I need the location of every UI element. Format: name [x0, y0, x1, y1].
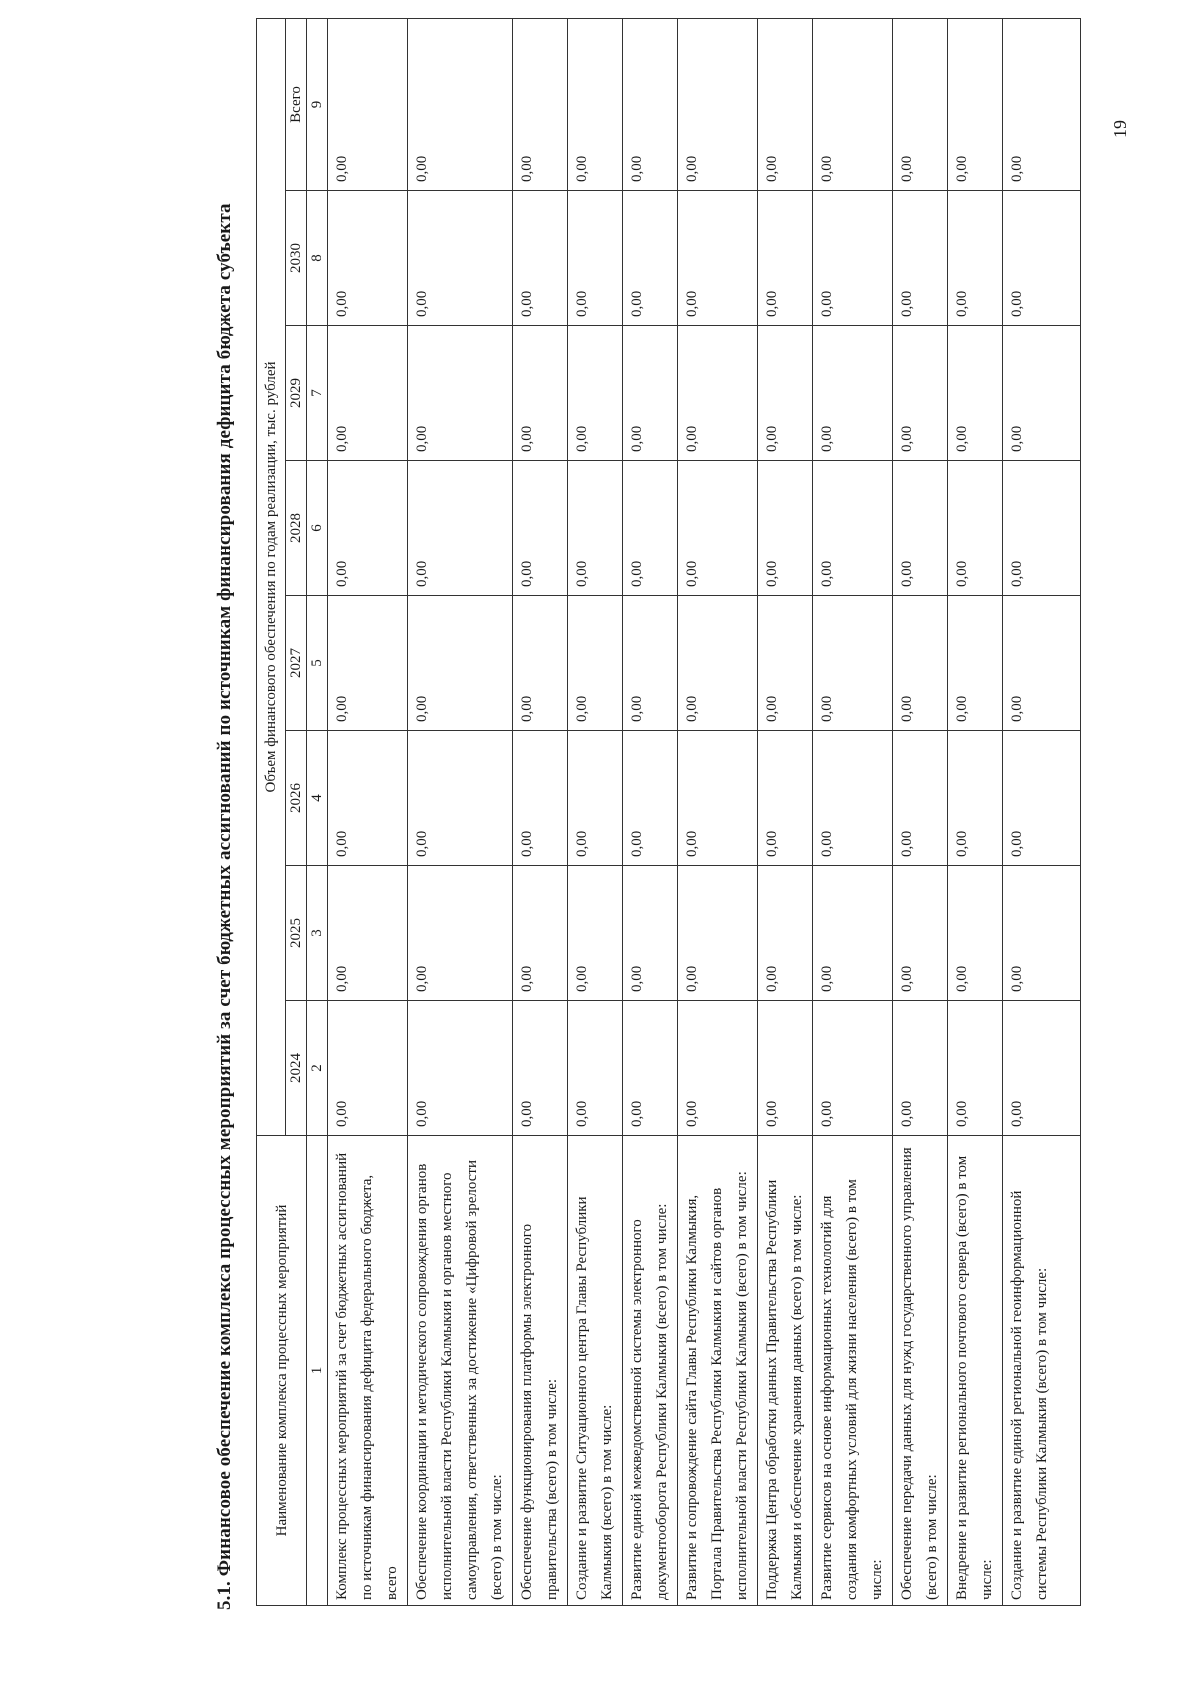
value-cell: 0,00	[328, 731, 408, 866]
value-cell: 0,00	[678, 326, 758, 461]
value-cell: 0,00	[513, 596, 568, 731]
header-year-7: Всего	[286, 18, 307, 190]
financing-table	[256, 18, 1081, 1606]
value-cell: 0,00	[623, 866, 678, 1001]
value-cell: 0,00	[758, 1001, 813, 1136]
value-cell: 0,00	[1003, 866, 1081, 1001]
value-cell: 0,00	[758, 326, 813, 461]
value-cell: 0,00	[623, 1001, 678, 1136]
column-number-6: 6	[307, 461, 328, 596]
value-cell: 0,00	[328, 18, 408, 190]
value-cell: 0,00	[893, 461, 948, 596]
value-cell: 0,00	[813, 1001, 893, 1136]
header-year-3: 2027	[286, 596, 307, 731]
measure-name-cell: Создание и развитие единой региональной геоинформационной системы Республики Калмыкия (всего) в том числе:	[1003, 1136, 1081, 1606]
column-number-1: 1	[307, 1136, 328, 1606]
value-cell: 0,00	[1003, 731, 1081, 866]
value-cell: 0,00	[513, 866, 568, 1001]
table-row	[408, 18, 513, 1605]
header-year-5: 2029	[286, 326, 307, 461]
value-cell: 0,00	[513, 1001, 568, 1136]
value-cell: 0,00	[328, 866, 408, 1001]
value-cell: 0,00	[623, 596, 678, 731]
value-cell: 0,00	[568, 326, 623, 461]
value-cell: 0,00	[328, 326, 408, 461]
value-cell: 0,00	[893, 866, 948, 1001]
table-row	[758, 18, 813, 1605]
header-year-4: 2028	[286, 461, 307, 596]
value-cell: 0,00	[623, 191, 678, 326]
value-cell: 0,00	[623, 461, 678, 596]
header-financing-volume: Объем финансового обеспечения по годам реализации, тыс. рублей	[257, 18, 286, 1135]
column-number-8: 8	[307, 191, 328, 326]
value-cell: 0,00	[893, 191, 948, 326]
value-cell: 0,00	[893, 731, 948, 866]
measure-name-cell: Развитие единой межведомственной системы электронного документооборота Республики Калмыкия (всего) в том числе:	[623, 1136, 678, 1606]
value-cell: 0,00	[568, 191, 623, 326]
value-cell: 0,00	[758, 866, 813, 1001]
measure-name-cell: Развитие и сопровождение сайта Главы Республики Калмыкия, Портала Правительства Республики Калмыкия и сайтов органов исполнительной власти Республики Калмыкия (всего) в том числе:	[678, 1136, 758, 1606]
value-cell: 0,00	[1003, 1001, 1081, 1136]
value-cell: 0,00	[568, 866, 623, 1001]
value-cell: 0,00	[568, 731, 623, 866]
value-cell: 0,00	[408, 326, 513, 461]
measure-name-cell: Внедрение и развитие регионального почтового сервера (всего) в том числе:	[948, 1136, 1003, 1606]
value-cell: 0,00	[678, 866, 758, 1001]
value-cell: 0,00	[513, 326, 568, 461]
value-cell: 0,00	[813, 461, 893, 596]
value-cell: 0,00	[678, 1001, 758, 1136]
value-cell: 0,00	[568, 596, 623, 731]
value-cell: 0,00	[408, 1001, 513, 1136]
measure-name-cell: Поддержка Центра обработки данных Правительства Республики Калмыкия и обеспечение хранения данных (всего) в том числе:	[758, 1136, 813, 1606]
table-row	[893, 18, 948, 1605]
value-cell: 0,00	[408, 596, 513, 731]
value-cell: 0,00	[813, 18, 893, 190]
value-cell: 0,00	[678, 18, 758, 190]
table-row	[513, 18, 568, 1605]
table-row	[1003, 18, 1081, 1605]
value-cell: 0,00	[1003, 326, 1081, 461]
value-cell: 0,00	[408, 191, 513, 326]
value-cell: 0,00	[813, 191, 893, 326]
table-row	[813, 18, 893, 1605]
value-cell: 0,00	[893, 326, 948, 461]
value-cell: 0,00	[758, 461, 813, 596]
page-number: 19	[1110, 120, 1130, 138]
value-cell: 0,00	[623, 731, 678, 866]
measure-name-cell: Обеспечение передачи данных для нужд государственного управления (всего) в том числе:	[893, 1136, 948, 1606]
value-cell: 0,00	[1003, 191, 1081, 326]
value-cell: 0,00	[623, 18, 678, 190]
table-row	[568, 18, 623, 1605]
header-year-1: 2025	[286, 866, 307, 1001]
value-cell: 0,00	[513, 18, 568, 190]
value-cell: 0,00	[948, 461, 1003, 596]
value-cell: 0,00	[893, 18, 948, 190]
value-cell: 0,00	[678, 596, 758, 731]
value-cell: 0,00	[948, 866, 1003, 1001]
value-cell: 0,00	[758, 191, 813, 326]
value-cell: 0,00	[678, 461, 758, 596]
value-cell: 0,00	[1003, 461, 1081, 596]
value-cell: 0,00	[328, 596, 408, 731]
value-cell: 0,00	[948, 326, 1003, 461]
column-number-5: 5	[307, 596, 328, 731]
value-cell: 0,00	[513, 191, 568, 326]
value-cell: 0,00	[408, 18, 513, 190]
value-cell: 0,00	[893, 1001, 948, 1136]
value-cell: 0,00	[758, 18, 813, 190]
value-cell: 0,00	[568, 18, 623, 190]
value-cell: 0,00	[568, 1001, 623, 1136]
value-cell: 0,00	[813, 866, 893, 1001]
header-year-6: 2030	[286, 191, 307, 326]
value-cell: 0,00	[408, 866, 513, 1001]
value-cell: 0,00	[758, 731, 813, 866]
value-cell: 0,00	[813, 326, 893, 461]
value-cell: 0,00	[1003, 18, 1081, 190]
column-number-2: 2	[307, 1001, 328, 1136]
value-cell: 0,00	[623, 326, 678, 461]
column-number-4: 4	[307, 731, 328, 866]
measure-name-cell: Создание и развитие Ситуационного центра Главы Республики Калмыкия (всего) в том числе:	[568, 1136, 623, 1606]
value-cell: 0,00	[813, 596, 893, 731]
table-row	[328, 18, 408, 1605]
value-cell: 0,00	[758, 596, 813, 731]
value-cell: 0,00	[568, 461, 623, 596]
measure-name-cell: Обеспечение функционирования платформы электронного правительства (всего) в том числе:	[513, 1136, 568, 1606]
value-cell: 0,00	[948, 596, 1003, 731]
value-cell: 0,00	[893, 596, 948, 731]
value-cell: 0,00	[678, 191, 758, 326]
value-cell: 0,00	[513, 731, 568, 866]
value-cell: 0,00	[328, 461, 408, 596]
value-cell: 0,00	[408, 461, 513, 596]
header-measure-name: Наименование комплекса процессных мероприятий	[257, 1136, 307, 1606]
value-cell: 0,00	[948, 18, 1003, 190]
column-number-3: 3	[307, 866, 328, 1001]
value-cell: 0,00	[813, 731, 893, 866]
value-cell: 0,00	[328, 191, 408, 326]
value-cell: 0,00	[948, 191, 1003, 326]
value-cell: 0,00	[678, 731, 758, 866]
measure-name-cell: Комплекс процессных мероприятий за счет бюджетных ассигнований по источникам финансирования дефицита федерального бюджета, всего	[328, 1136, 408, 1606]
table-row	[948, 18, 1003, 1605]
value-cell: 0,00	[408, 731, 513, 866]
table-row	[678, 18, 758, 1605]
table-row	[623, 18, 678, 1605]
header-year-0: 2024	[286, 1001, 307, 1136]
value-cell: 0,00	[948, 731, 1003, 866]
value-cell: 0,00	[328, 1001, 408, 1136]
value-cell: 0,00	[1003, 596, 1081, 731]
measure-name-cell: Обеспечение координации и методического сопровождения органов исполнительной власти Республики Калмыкия и органов местного самоуправления, ответственных за достижение «Цифровой зрелости (всего) в том числе:	[408, 1136, 513, 1606]
section-title: 5.1. Финансовое обеспечение комплекса процессных мероприятий за счет бюджетных ассигнований по источникам финансирования дефицита бюджета субъекта	[214, 203, 235, 1610]
column-number-7: 7	[307, 326, 328, 461]
value-cell: 0,00	[513, 461, 568, 596]
column-number-9: 9	[307, 18, 328, 190]
measure-name-cell: Развитие сервисов на основе информационных технологий для создания комфортных условий для жизни населения (всего) в том числе:	[813, 1136, 893, 1606]
value-cell: 0,00	[948, 1001, 1003, 1136]
header-year-2: 2026	[286, 731, 307, 866]
